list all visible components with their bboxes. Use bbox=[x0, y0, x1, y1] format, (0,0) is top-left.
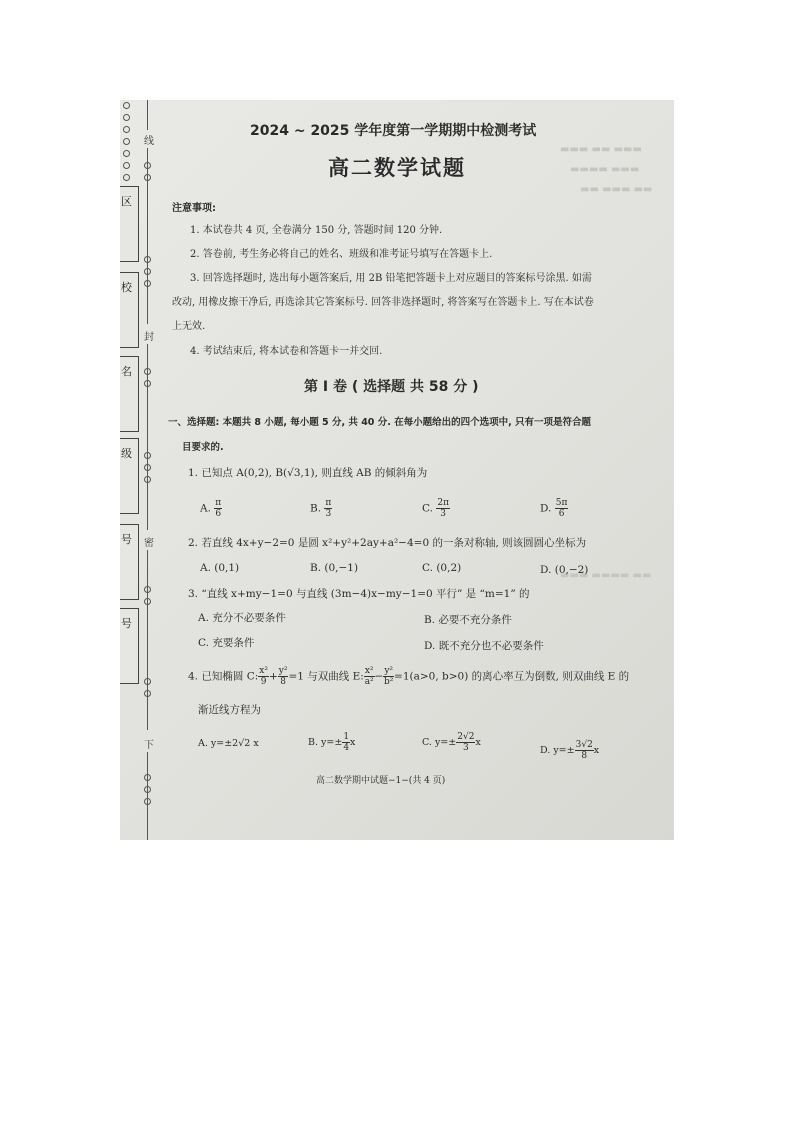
binding-hole bbox=[144, 280, 151, 287]
binding-line bbox=[147, 550, 148, 730]
binding-hole bbox=[144, 464, 151, 471]
question-2-option-d: D. (0,−2) bbox=[540, 564, 589, 576]
binding-hole bbox=[144, 174, 151, 181]
fraction: $\frac{2\pi}{3}$ bbox=[437, 498, 449, 519]
binding-hole bbox=[144, 452, 151, 459]
question-1-option-d: D. $\frac{5\pi}{6}$ bbox=[540, 498, 568, 519]
notice-item: 2. 答卷前, 考生务必将自己的姓名、班级和准考证号填写在答题卡上. bbox=[190, 249, 493, 260]
question-2-option-b: B. (0,−1) bbox=[310, 562, 359, 574]
binding-hole bbox=[123, 138, 130, 145]
question-4-option-d: D. y=± $\frac{3√2}{8}$ x bbox=[540, 740, 600, 761]
notice-item: 上无效. bbox=[172, 321, 206, 332]
info-box-seat-number: 号 bbox=[120, 608, 139, 684]
section-instruction: 一、选择题: 本题共 8 小题, 每小题 5 分, 共 40 分. 在每小题给出的四个选项中, 只有一项是符合题 bbox=[168, 417, 592, 428]
question-3-option-b: B. 必要不充分条件 bbox=[424, 614, 512, 626]
binding-char: 线 bbox=[144, 136, 154, 147]
binding-strip bbox=[120, 100, 168, 840]
question-4-stem-line2: 渐近线方程为 bbox=[198, 704, 261, 716]
binding-hole bbox=[123, 150, 130, 157]
binding-hole bbox=[144, 798, 151, 805]
question-4-option-a: A. y=±2√2 x bbox=[198, 738, 259, 749]
exam-photo bbox=[120, 100, 674, 840]
question-3-option-c: C. 充要条件 bbox=[198, 637, 255, 649]
binding-hole bbox=[144, 586, 151, 593]
notice-item: 4. 考试结束后, 将本试卷和答题卡一并交回. bbox=[190, 346, 383, 357]
fraction: $\frac{\pi}{3}$ bbox=[325, 498, 332, 519]
fraction: $\frac{\text{y²}}{8}$ bbox=[278, 666, 288, 687]
page-footer: 高二数学期中试题−1−(共 4 页) bbox=[316, 776, 446, 786]
info-box-district: 区 bbox=[120, 186, 139, 262]
binding-hole bbox=[144, 598, 151, 605]
info-box-name: 名 bbox=[120, 356, 139, 432]
question-4-option-b: B. y=± $\frac{1}{4}$ x bbox=[308, 732, 356, 753]
binding-hole bbox=[144, 476, 151, 483]
binding-hole bbox=[144, 162, 151, 169]
binding-char: 下 bbox=[144, 740, 154, 751]
fraction: $\frac{1}{4}$ bbox=[343, 732, 350, 753]
bleed-through-text: ▬▬▬ ▬▬▬▬ ▬▬ bbox=[560, 570, 652, 581]
question-1-option-a: A. $\frac{\pi}{6}$ bbox=[200, 498, 222, 519]
fraction: $\frac{\pi}{6}$ bbox=[215, 498, 222, 519]
binding-hole bbox=[123, 102, 130, 109]
notice-item: 1. 本试卷共 4 页, 全卷满分 150 分, 答题时间 120 分钟. bbox=[190, 225, 443, 236]
binding-hole bbox=[144, 786, 151, 793]
binding-hole bbox=[144, 368, 151, 375]
binding-hole bbox=[123, 162, 130, 169]
notice-item: 改动, 用橡皮擦干净后, 再选涂其它答案标号. 回答非选择题时, 将答案写在答题卡上. 写在本试卷 bbox=[172, 297, 594, 308]
binding-hole bbox=[144, 774, 151, 781]
info-box-class: 级 bbox=[120, 438, 139, 514]
fraction: $\frac{5\pi}{6}$ bbox=[555, 498, 568, 519]
notice-item: 3. 回答选择题时, 选出每小题答案后, 用 2B 铅笔把答题卡上对应题目的答案标号涂黑. 如需 bbox=[190, 273, 592, 284]
question-2-option-a: A. (0,1) bbox=[200, 562, 240, 574]
binding-line bbox=[147, 752, 148, 840]
binding-hole bbox=[144, 678, 151, 685]
binding-hole bbox=[144, 268, 151, 275]
binding-hole bbox=[123, 126, 130, 133]
binding-line bbox=[147, 100, 148, 130]
fraction: $\frac{\text{x²}}{9}$ bbox=[259, 666, 268, 687]
fraction: $\frac{\text{y²}}{\text{b²}}$ bbox=[384, 666, 394, 687]
question-1-option-c: C. $\frac{2\pi}{3}$ bbox=[422, 498, 449, 519]
question-4-stem: 4. 已知椭圆 C: $\frac{\text{x²}}{9}$ + $\frac{\text{y²}}{8}$ =1 与双曲线 E: $\frac{\text{x²}}{\text{a²}}$ − $\frac{\text{y²}}{\text{b²}}$ =1(a>0, b>0) 的离心率互为倒数, 则双曲线 E 的 bbox=[188, 666, 630, 687]
section-title: 第 I 卷 ( 选择题 共 58 分 ) bbox=[304, 379, 479, 395]
info-box-school: 校 bbox=[120, 272, 139, 348]
info-box-exam-number: 号 bbox=[120, 524, 139, 600]
notice-heading: 注意事项: bbox=[172, 203, 216, 214]
question-2-option-c: C. (0,2) bbox=[422, 562, 462, 574]
question-1-option-b: B. $\frac{\pi}{3}$ bbox=[310, 498, 332, 519]
bleed-through-text: ▬▬▬ ▬▬ ▬▬▬ bbox=[560, 144, 642, 155]
fraction: $\frac{2√2}{3}$ bbox=[457, 732, 475, 753]
binding-hole bbox=[144, 690, 151, 697]
section-instruction: 目要求的. bbox=[182, 442, 224, 453]
bleed-through-text: ▬▬▬▬ ▬▬▬ bbox=[570, 164, 640, 175]
binding-hole bbox=[144, 380, 151, 387]
question-4-option-c: C. y=± $\frac{2√2}{3}$ x bbox=[422, 732, 481, 753]
question-3-option-a: A. 充分不必要条件 bbox=[198, 612, 286, 624]
question-3-stem: 3. “直线 x+my−1=0 与直线 (3m−4)x−my−1=0 平行” 是 “m=1” 的 bbox=[188, 588, 530, 600]
binding-char: 密 bbox=[144, 538, 154, 549]
fraction: $\frac{\text{x²}}{\text{a²}}$ bbox=[364, 666, 374, 687]
question-1-stem: 1. 已知点 A(0,2), B(√3,1), 则直线 AB 的倾斜角为 bbox=[188, 467, 428, 479]
fraction: $\frac{3√2}{8}$ bbox=[575, 740, 593, 761]
binding-hole bbox=[123, 114, 130, 121]
binding-char: 封 bbox=[144, 332, 154, 343]
question-3-option-d: D. 既不充分也不必要条件 bbox=[424, 640, 544, 652]
bleed-through-text: ▬▬ ▬▬▬ ▬▬ bbox=[580, 184, 653, 195]
exam-year-title: 2024 ~ 2025 学年度第一学期期中检测考试 bbox=[250, 123, 537, 139]
binding-hole bbox=[144, 256, 151, 263]
binding-hole bbox=[123, 174, 130, 181]
question-2-stem: 2. 若直线 4x+y−2=0 是圆 x²+y²+2ay+a²−4=0 的一条对称轴, 则该圆圆心坐标为 bbox=[188, 537, 587, 549]
exam-subject-title: 高二数学试题 bbox=[328, 156, 466, 180]
